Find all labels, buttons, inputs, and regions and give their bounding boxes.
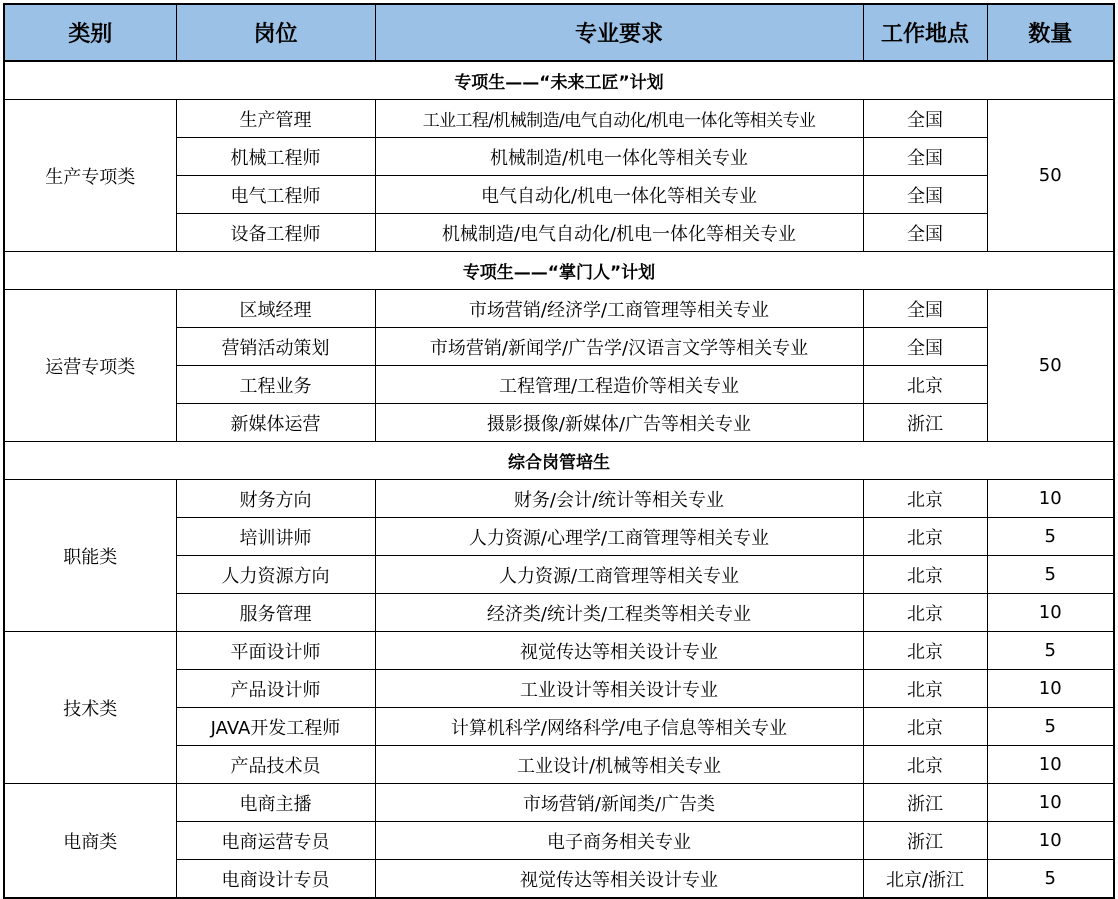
count-cell: 5 [987, 556, 1114, 594]
count-cell: 50 [987, 290, 1114, 442]
location-cell: 北京 [863, 518, 987, 556]
position-cell: 服务管理 [176, 594, 375, 632]
position-cell: 设备工程师 [176, 214, 375, 252]
table-body [4, 61, 1114, 898]
table-header [4, 4, 1114, 61]
position-cell: 电商设计专员 [176, 860, 375, 899]
position-cell: 生产管理 [176, 100, 375, 138]
major-cell: 工程管理/工程造价等相关专业 [375, 366, 863, 404]
location-cell: 北京/浙江 [863, 860, 987, 899]
location-cell: 北京 [863, 632, 987, 670]
major-cell: 人力资源/工商管理等相关专业 [375, 556, 863, 594]
count-cell: 5 [987, 518, 1114, 556]
header-major: 专业要求 [375, 4, 863, 61]
table-row [4, 784, 1114, 822]
major-cell: 机械制造/机电一体化等相关专业 [375, 138, 863, 176]
position-cell: 电商主播 [176, 784, 375, 822]
section-title: 专项生——“掌门人”计划 [4, 252, 1114, 290]
section-row [4, 61, 1114, 100]
count-cell: 10 [987, 822, 1114, 860]
header-category: 类别 [4, 4, 176, 61]
major-cell: 计算机科学/网络科学/电子信息等相关专业 [375, 708, 863, 746]
major-cell: 工业设计等相关设计专业 [375, 670, 863, 708]
major-cell: 财务/会计/统计等相关专业 [375, 480, 863, 518]
major-cell: 人力资源/心理学/工商管理等相关专业 [375, 518, 863, 556]
count-cell: 5 [987, 632, 1114, 670]
major-cell: 工业设计/机械等相关专业 [375, 746, 863, 784]
major-cell: 经济类/统计类/工程类等相关专业 [375, 594, 863, 632]
location-cell: 全国 [863, 100, 987, 138]
position-cell: JAVA开发工程师 [176, 708, 375, 746]
position-cell: 培训讲师 [176, 518, 375, 556]
count-cell: 10 [987, 784, 1114, 822]
count-cell: 50 [987, 100, 1114, 252]
category-cell: 职能类 [4, 480, 176, 632]
position-cell: 平面设计师 [176, 632, 375, 670]
section-row [4, 442, 1114, 480]
location-cell: 全国 [863, 176, 987, 214]
section-title: 专项生——“未来工匠”计划 [4, 61, 1114, 100]
location-cell: 北京 [863, 366, 987, 404]
major-cell: 电子商务相关专业 [375, 822, 863, 860]
position-cell: 区域经理 [176, 290, 375, 328]
position-cell: 财务方向 [176, 480, 375, 518]
table-row [4, 632, 1114, 670]
location-cell: 全国 [863, 214, 987, 252]
location-cell: 北京 [863, 670, 987, 708]
position-cell: 新媒体运营 [176, 404, 375, 442]
count-cell: 10 [987, 746, 1114, 784]
position-cell: 电气工程师 [176, 176, 375, 214]
major-cell: 市场营销/经济学/工商管理等相关专业 [375, 290, 863, 328]
count-cell: 5 [987, 708, 1114, 746]
major-cell: 机械制造/电气自动化/机电一体化等相关专业 [375, 214, 863, 252]
position-cell: 电商运营专员 [176, 822, 375, 860]
header-row [4, 4, 1114, 61]
location-cell: 北京 [863, 480, 987, 518]
major-cell: 工业工程/机械制造/电气自动化/机电一体化等相关专业 [375, 100, 863, 138]
major-cell: 电气自动化/机电一体化等相关专业 [375, 176, 863, 214]
header-count: 数量 [987, 4, 1114, 61]
recruitment-table-wrapper [3, 3, 1115, 899]
location-cell: 全国 [863, 138, 987, 176]
location-cell: 全国 [863, 328, 987, 366]
major-cell: 市场营销/新闻类/广告类 [375, 784, 863, 822]
table-row [4, 290, 1114, 328]
location-cell: 北京 [863, 746, 987, 784]
location-cell: 全国 [863, 290, 987, 328]
position-cell: 营销活动策划 [176, 328, 375, 366]
position-cell: 产品设计师 [176, 670, 375, 708]
section-title: 综合岗管培生 [4, 442, 1114, 480]
table-row [4, 480, 1114, 518]
position-cell: 产品技术员 [176, 746, 375, 784]
location-cell: 浙江 [863, 404, 987, 442]
count-cell: 10 [987, 594, 1114, 632]
table-row [4, 100, 1114, 138]
major-cell: 市场营销/新闻学/广告学/汉语言文学等相关专业 [375, 328, 863, 366]
major-cell: 摄影摄像/新媒体/广告等相关专业 [375, 404, 863, 442]
location-cell: 浙江 [863, 784, 987, 822]
location-cell: 浙江 [863, 822, 987, 860]
category-cell: 运营专项类 [4, 290, 176, 442]
position-cell: 人力资源方向 [176, 556, 375, 594]
location-cell: 北京 [863, 708, 987, 746]
recruitment-table [3, 3, 1115, 899]
count-cell: 10 [987, 480, 1114, 518]
header-position: 岗位 [176, 4, 375, 61]
header-location: 工作地点 [863, 4, 987, 61]
major-cell: 视觉传达等相关设计专业 [375, 860, 863, 899]
category-cell: 电商类 [4, 784, 176, 899]
location-cell: 北京 [863, 594, 987, 632]
position-cell: 机械工程师 [176, 138, 375, 176]
count-cell: 10 [987, 670, 1114, 708]
location-cell: 北京 [863, 556, 987, 594]
major-cell: 视觉传达等相关设计专业 [375, 632, 863, 670]
position-cell: 工程业务 [176, 366, 375, 404]
category-cell: 生产专项类 [4, 100, 176, 252]
section-row [4, 252, 1114, 290]
category-cell: 技术类 [4, 632, 176, 784]
count-cell: 5 [987, 860, 1114, 899]
